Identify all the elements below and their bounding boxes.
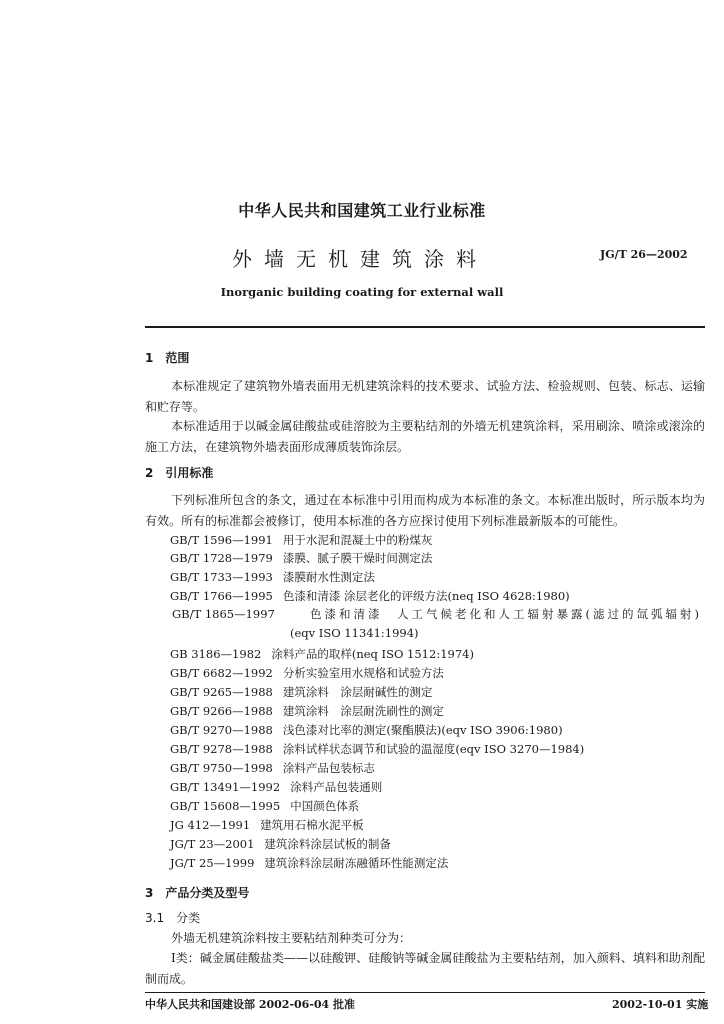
reference-code: GB/T 15608—1995 [170, 799, 281, 813]
reference-code: JG 412—1991 [170, 818, 251, 832]
reference-title: 用于水泥和混凝土中的粉煤灰 [282, 533, 433, 547]
reference-item [170, 779, 382, 795]
reference-code: GB/T 1596—1991 [170, 533, 273, 547]
approval-note: 中华人民共和国建设部 2002-06-04 批准 [145, 998, 356, 1011]
section-3-heading: 3 产品分类及型号 [145, 886, 250, 900]
reference-code: GB/T 1733—1993 [170, 570, 273, 584]
reference-item [170, 760, 375, 776]
reference-item [170, 532, 432, 548]
reference-item [170, 665, 444, 681]
reference-code: GB/T 9278—1988 [170, 742, 273, 756]
section-1-paragraph: 本标准规定了建筑物外墙表面用无机建筑涂料的技术要求、试验方法、检验规则、包装、标志、运输和贮存等。 [145, 379, 705, 414]
reference-item [170, 836, 391, 852]
reference-title: 建筑涂料涂层耐冻融循环性能测定法 [264, 856, 449, 870]
reference-title: 漆膜耐水性测定法 [282, 570, 375, 584]
reference-item [170, 550, 432, 566]
reference-code: GB 3186—1982 [170, 647, 262, 661]
reference-code: GB/T 9265—1988 [170, 685, 273, 699]
section-1-paragraph: 本标准适用于以碱金属硅酸盐或硅溶胶为主要粘结剂的外墙无机建筑涂料，采用刷涂、喷涂或滚涂的施工方法，在建筑物外墙表面形成薄质装饰涂层。 [145, 419, 705, 454]
reference-item [170, 817, 364, 833]
reference-title-continued: (eqv ISO 11341:1994) [290, 626, 419, 640]
section-1-heading: 1 范围 [145, 351, 190, 365]
reference-title: 色漆和清漆 涂层老化的评级方法(neq ISO 4628:1980) [282, 589, 570, 603]
reference-code: GB/T 13491—1992 [170, 780, 281, 794]
reference-item [170, 684, 432, 700]
reference-title: 建筑涂料 涂层耐洗刷性的测定 [282, 704, 444, 718]
footer-divider [145, 992, 705, 993]
reference-code: JG/T 25—1999 [170, 856, 255, 870]
reference-code: GB/T 1766—1995 [170, 589, 273, 603]
section-3-1-heading: 3.1 分类 [145, 911, 201, 925]
reference-code: GB/T 1728—1979 [170, 551, 273, 565]
effective-date: 2002-10-01 实施 [612, 998, 709, 1011]
reference-title: 涂料试样状态调节和试验的温湿度(eqv ISO 3270—1984) [282, 742, 585, 756]
reference-title: 中国颜色体系 [290, 799, 360, 813]
standard-code: JG/T 26—2002 [600, 248, 688, 261]
reference-item [170, 855, 448, 871]
reference-item [170, 741, 584, 757]
section-2-heading: 2 引用标准 [145, 466, 214, 480]
reference-item-wrapped [172, 605, 702, 643]
reference-code: GB/T 9750—1998 [170, 761, 273, 775]
reference-title: 色漆和清漆 人工气候老化和人工辐射暴露(滤过的氙弧辐射) [310, 607, 702, 621]
reference-code: GB/T 9266—1988 [170, 704, 273, 718]
reference-item [170, 569, 375, 585]
reference-title: 建筑涂料涂层试板的制备 [264, 837, 391, 851]
reference-title: 漆膜、腻子膜干燥时间测定法 [282, 551, 433, 565]
reference-title: 涂料产品包装标志 [282, 761, 375, 775]
main-title: 外墙无机建筑涂料 [232, 247, 488, 271]
section-2-intro: 下列标准所包含的条文，通过在本标准中引用而构成为本标准的条文。本标准出版时，所示版本均为有效。所有的标准都会被修订，使用本标准的各方应探讨使用下列标准最新版本的可能性。 [145, 493, 705, 528]
reference-item [170, 646, 474, 662]
reference-title: 涂料产品包装通则 [290, 780, 383, 794]
reference-title: 涂料产品的取样(neq ISO 1512:1974) [271, 647, 474, 661]
reference-item [170, 588, 570, 604]
reference-code: GB/T 1865—1997 [172, 607, 275, 621]
reference-item [170, 703, 444, 719]
org-title: 中华人民共和国建筑工业行业标准 [238, 201, 486, 220]
english-title: Inorganic building coating for external wall [220, 285, 504, 299]
reference-code: GB/T 9270—1988 [170, 723, 273, 737]
reference-item [170, 722, 563, 738]
section-3-paragraph: Ⅰ类：碱金属硅酸盐类——以硅酸钾、硅酸钠等碱金属硅酸盐为主要粘结剂，加入颜料、填料和助剂配制而成。 [145, 951, 705, 986]
reference-title: 建筑用石棉水泥平板 [260, 818, 364, 832]
reference-code: JG/T 23—2001 [170, 837, 255, 851]
reference-item [170, 798, 359, 814]
title-divider [145, 326, 705, 328]
reference-code: GB/T 6682—1992 [170, 666, 273, 680]
reference-title: 建筑涂料 涂层耐碱性的测定 [282, 685, 433, 699]
reference-title: 分析实验室用水规格和试验方法 [282, 666, 444, 680]
reference-title: 浅色漆对比率的测定(聚酯膜法)(eqv ISO 3906:1980) [282, 723, 563, 737]
section-3-paragraph: 外墙无机建筑涂料按主要粘结剂种类可分为： [171, 931, 412, 945]
